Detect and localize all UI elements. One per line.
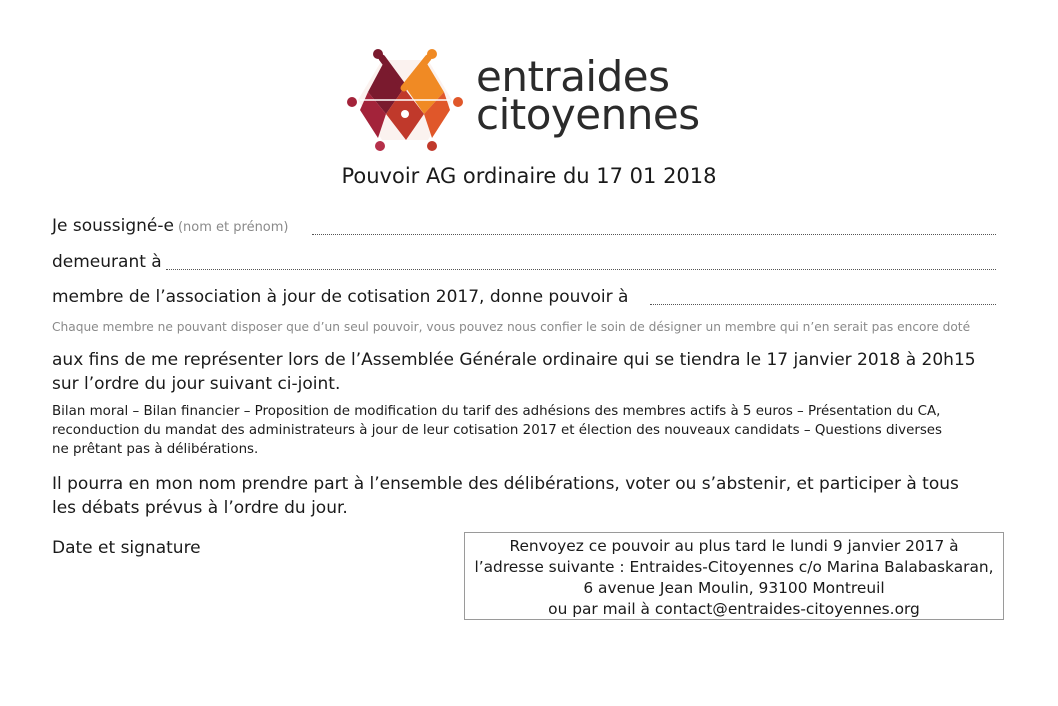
powers-line-2: les débats prévus à l’ordre du jour. bbox=[52, 498, 348, 518]
logo bbox=[346, 44, 716, 156]
member-row bbox=[52, 287, 628, 307]
return-instructions-box bbox=[464, 532, 1004, 620]
signer-hint: (nom et prénom) bbox=[177, 220, 289, 235]
proxy-name-field[interactable] bbox=[650, 304, 996, 305]
address-label: demeurant à bbox=[52, 252, 162, 272]
powers-paragraph bbox=[52, 472, 959, 520]
people-circle-icon bbox=[346, 48, 464, 152]
purpose-line-1: aux fins de me représenter lors de l’Assemblée Générale ordinaire qui se tiendra le 17 janvier 2018 à 20h15 bbox=[52, 350, 976, 370]
address-field[interactable] bbox=[166, 269, 996, 270]
signer-label: Je soussigné-e bbox=[52, 216, 174, 236]
agenda-line-2: reconduction du mandat des administrateurs à jour de leur cotisation 2017 et élection des nouveaux candidats – Questions diverses bbox=[52, 423, 943, 438]
address-row bbox=[52, 252, 162, 272]
signer-row bbox=[52, 216, 289, 236]
agenda-line-1: Bilan moral – Bilan financier – Proposition de modification du tarif des adhésions des membres actifs à 5 euros – Présentation du CA, bbox=[52, 404, 941, 419]
signature-label: Date et signature bbox=[52, 538, 201, 558]
brand-name bbox=[476, 52, 700, 139]
return-line-2: l’adresse suivante : Entraides-Citoyennes c/o Marina Balabaskaran, bbox=[474, 558, 994, 576]
return-line-3: 6 avenue Jean Moulin, 93100 Montreuil bbox=[583, 579, 885, 597]
brand-line-1: entraides bbox=[476, 52, 670, 101]
purpose-paragraph bbox=[52, 348, 976, 396]
return-line-4: ou par mail à contact@entraides-citoyennes.org bbox=[548, 600, 920, 618]
brand-line-2: citoyennes bbox=[476, 90, 700, 139]
purpose-line-2: sur l’ordre du jour suivant ci-joint. bbox=[52, 374, 341, 394]
signer-name-field[interactable] bbox=[312, 234, 996, 235]
page-title: Pouvoir AG ordinaire du 17 01 2018 bbox=[341, 164, 717, 188]
return-line-1: Renvoyez ce pouvoir au plus tard le lundi 9 janvier 2017 à bbox=[509, 537, 959, 555]
agenda-line-3: ne prêtant pas à délibérations. bbox=[52, 442, 259, 457]
powers-line-1: Il pourra en mon nom prendre part à l’ensemble des délibérations, voter ou s’abstenir, et participer à tous bbox=[52, 474, 959, 494]
proxy-note: Chaque membre ne pouvant disposer que d’un seul pouvoir, vous pouvez nous confier le soin de désigner un membre qui n’en serait pas encore doté bbox=[52, 320, 971, 334]
member-label: membre de l’association à jour de cotisation 2017, donne pouvoir à bbox=[52, 287, 629, 307]
agenda-paragraph bbox=[52, 402, 1012, 459]
